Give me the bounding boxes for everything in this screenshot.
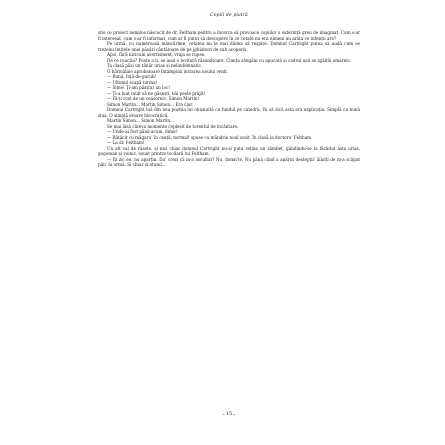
running-head: Copiii de piatră	[210, 13, 248, 18]
paragraph: Apoi, fără nicicum avertisment, vraja se rupse.	[107, 52, 206, 57]
paragraph: Pe urmă, cu numeroasă mâncărime, cetatea nu le mai dădea să respire. Domnul Cartright putea să audă cum se trezeau fetițele unei păsări cântătoare de pe jghiaburi de sub acoperiș.	[98, 41, 360, 52]
paragraph: Se mai lăsă câteva momente copleșit de torentul de încântare.	[107, 123, 239, 129]
paragraph: O hărmălaie aprobatoare întâmpină intrarea noului venit.	[107, 68, 229, 74]
dialogue-line: — Ți-a luat mult să ne găsești, băi pește prăjit!	[107, 90, 206, 96]
dialogue-line: — Sime! Ți-am păstrat un loc!	[107, 85, 170, 90]
paragraph: Un alt val de râsete, și nici chiar domnul Cartright nu-și putu reține un zâmbet, gândindu-se la fâcâitul ăsta urias, gogoman și voinic, eșuat printre tocilarii lui Feltham.	[98, 145, 360, 156]
paragraph: Ta clasă păși un tânăr urias și nelindemnatic.	[107, 63, 203, 68]
paragraph: știe ce proiect nemilos născocit de dr. Feltham pentru a încerca să provoace copiilor o suferință greu de imaginat. Cum s-ar fi interesat, cum s-ar fi informat, cum ar fi putut să descopere în ce cetate nu era nimeni nu arăta ce intenții are?	[98, 30, 360, 41]
dialogue-line: — Bună, față-de-gurub!	[107, 74, 157, 79]
body-text	[98, 30, 360, 168]
paragraph: Domnul Cartright luă din nou poziția lui obișnuită cu fundul pe catedră. Va să zică asta era explicația. Simplă ca bună ziua. O simplă eroare birocratică.	[98, 107, 360, 118]
dialogue-line: — Unde-ai fost până-acum, Sime?	[107, 129, 178, 134]
dialogue-line: — Iți zic eu, nu aparțin. Da’ crezi că m-a ascultat? Nu, domn’le. Nu până când a apărut deștepții’ ăilalți de m-a scăpat pân’ la urmă. Și chiar și atunci...	[98, 156, 360, 167]
dialogue-line: — Rătăcit cu măgaru’ în ceață, normal! spuse cu mândrie noul sosit. În clasă la doctoru’ Feltham.	[107, 134, 313, 140]
paragraph: Martin Simon... Simon Martin...	[107, 118, 175, 123]
book-page	[98, 0, 360, 445]
dialogue-line: — Ultimul scapă turma!	[107, 79, 158, 85]
paragraph: Simon Martin... Martin Simon... Era clar.	[107, 101, 194, 107]
dialogue-line: — La dr. Feltham!	[107, 140, 145, 145]
page-number: ـ 15 ـ	[222, 411, 236, 417]
paragraph: De ce reacția? Poate a ți, se auzi o lovitură răsunătoare. Clanța zângăni cu apucată și cadrul ușii se zgâlțâi amarnic.	[107, 57, 352, 63]
dialogue-line: — Fă-ți rost de un ceasornic, Simon Martin!	[107, 96, 200, 101]
